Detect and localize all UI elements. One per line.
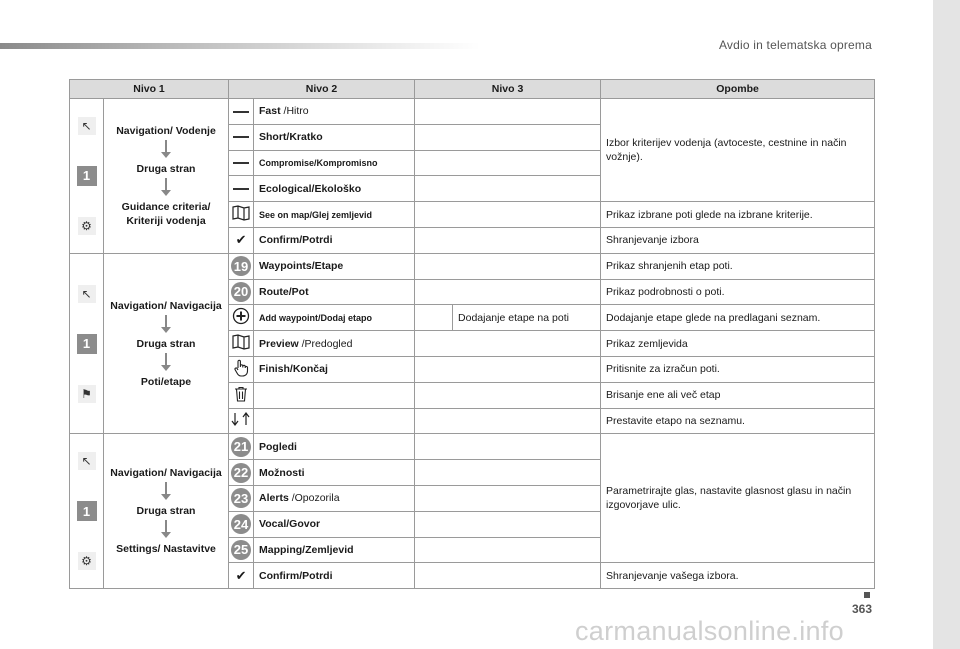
level1-step: Druga stran	[136, 505, 196, 518]
down-arrow-icon	[165, 520, 167, 534]
level3-cell	[415, 434, 601, 460]
level1-icons-cell	[70, 99, 104, 254]
flag-icon: ⚑	[78, 385, 96, 403]
navigation-icon: ↖	[78, 285, 96, 303]
hand-icon	[229, 356, 254, 382]
note-cell: Prestavite etapo na seznamu.	[601, 408, 875, 434]
level3-cell	[415, 356, 601, 382]
down-arrow-icon	[165, 140, 167, 154]
step-badge: 1	[77, 501, 97, 521]
check-icon: ✔	[229, 563, 254, 589]
level2-label-cell	[254, 176, 415, 202]
level2-label-cell	[254, 202, 415, 228]
number-badge: 22	[231, 463, 251, 483]
step-badge: 1	[77, 334, 97, 354]
watermark: carmanualsonline.info	[575, 616, 844, 646]
reorder-icon	[229, 408, 254, 434]
level2-label: Mapping/Zemljevid	[259, 543, 354, 556]
level2-label: Vocal/Govor	[259, 518, 321, 531]
number-badge: 20	[231, 282, 251, 302]
numbered-badge	[229, 434, 254, 460]
col-header-nivo3: Nivo 3	[415, 80, 601, 99]
table-row	[70, 434, 875, 460]
level1-step: Druga stran	[136, 337, 196, 350]
note-cell: Pritisnite za izračun poti.	[601, 356, 875, 382]
side-strip	[933, 0, 960, 649]
level3-cell	[415, 511, 601, 537]
col-header-opombe: Opombe	[601, 80, 875, 99]
dash-icon	[229, 124, 254, 150]
level2-label: Fast /Hitro	[259, 105, 309, 118]
settings-icon: ⚙	[78, 552, 96, 570]
page-header-title: Avdio in telematska oprema	[718, 38, 872, 52]
level2-label: Finish/Končaj	[259, 363, 328, 376]
check-icon: ✔	[229, 227, 254, 253]
level2-label-cell	[254, 279, 415, 305]
level3-cell	[415, 227, 601, 253]
level2-label: Route/Pot	[259, 285, 309, 298]
level1-step: Guidance criteria/ Kriteriji vodenja	[121, 200, 211, 227]
trash-icon	[229, 382, 254, 408]
level2-label: Ecological/Ekološko	[259, 182, 362, 195]
level2-label-cell	[254, 511, 415, 537]
step-badge: 1	[77, 166, 97, 186]
dash-icon	[229, 150, 254, 176]
level3-cell	[415, 382, 601, 408]
level3-cell	[415, 563, 601, 589]
level3-cell	[415, 150, 601, 176]
level2-label: Confirm/Potrdi	[259, 569, 333, 582]
level2-label-cell	[254, 460, 415, 486]
level2-label-cell	[254, 331, 415, 357]
level2-label: Možnosti	[259, 466, 305, 479]
note-cell: Prikaz shranjenih etap poti.	[601, 253, 875, 279]
header-gradient-bar	[0, 43, 480, 49]
note-cell: Prikaz izbrane poti glede na izbrane kriterije.	[601, 202, 875, 228]
level2-label-cell	[254, 485, 415, 511]
page-number: 363	[851, 602, 872, 616]
level2-label-cell	[254, 356, 415, 382]
level2-label-cell	[254, 99, 415, 125]
level3-cell	[415, 124, 601, 150]
page-marker	[864, 592, 870, 598]
dash-icon	[229, 176, 254, 202]
level2-label-cell	[254, 537, 415, 563]
level1-step: Druga stran	[136, 162, 196, 175]
level3-spacer	[415, 305, 453, 331]
note-cell: Shranjevanje izbora	[601, 227, 875, 253]
level1-step: Navigation/ Navigacija	[110, 299, 222, 312]
level2-label-cell	[254, 563, 415, 589]
level1-icons-cell	[70, 434, 104, 589]
down-arrow-icon	[165, 353, 167, 367]
note-cell: Prikaz podrobnosti o poti.	[601, 279, 875, 305]
level2-label-cell	[254, 408, 415, 434]
level2-label: Compromise/Kompromisno	[259, 157, 378, 168]
numbered-badge	[229, 537, 254, 563]
numbered-badge	[229, 511, 254, 537]
note-cell: Shranjevanje vašega izbora.	[601, 563, 875, 589]
number-badge: 24	[231, 514, 251, 534]
down-arrow-icon	[165, 482, 167, 496]
level3-cell	[415, 408, 601, 434]
table-row	[70, 253, 875, 279]
note-cell: Brisanje ene ali več etap	[601, 382, 875, 408]
level3-cell	[415, 537, 601, 563]
level1-icons-cell	[70, 253, 104, 434]
level3-cell	[415, 460, 601, 486]
level1-path-cell	[104, 253, 229, 434]
level2-label-cell	[254, 305, 415, 331]
level3-cell	[415, 99, 601, 125]
numbered-badge	[229, 460, 254, 486]
level2-label: Confirm/Potrdi	[259, 234, 333, 247]
level2-label-cell	[254, 227, 415, 253]
level1-step: Settings/ Nastavitve	[116, 543, 216, 556]
dash-icon	[229, 99, 254, 125]
level2-label: Preview /Predogled	[259, 337, 353, 350]
level2-label-cell	[254, 382, 415, 408]
note-cell: Izbor kriterijev vodenja (avtoceste, cestnine in način vožnje).	[601, 99, 875, 202]
level2-label: Alerts /Opozorila	[259, 492, 340, 505]
level1-step: Navigation/ Navigacija	[110, 467, 222, 480]
level1-path-cell	[104, 434, 229, 589]
level2-label: Pogledi	[259, 440, 297, 453]
level2-label-cell	[254, 253, 415, 279]
note-cell: Prikaz zemljevida	[601, 331, 875, 357]
level2-label: See on map/Glej zemljevid	[259, 209, 373, 220]
numbered-badge	[229, 253, 254, 279]
level3-cell	[415, 485, 601, 511]
navigation-icon: ↖	[78, 452, 96, 470]
down-arrow-icon	[165, 315, 167, 329]
numbered-badge	[229, 279, 254, 305]
level2-label-cell	[254, 124, 415, 150]
level3-cell	[415, 331, 601, 357]
level2-label-cell	[254, 150, 415, 176]
down-arrow-icon	[165, 178, 167, 192]
level2-label: Waypoints/Etape	[259, 260, 344, 273]
level2-label-cell	[254, 434, 415, 460]
col-header-nivo2: Nivo 2	[229, 80, 415, 99]
note-cell: Parametrirajte glas, nastavite glasnost glasu in način izgovorjave ulic.	[601, 434, 875, 563]
menu-table	[69, 79, 875, 589]
level1-step: Navigation/ Vodenje	[116, 124, 216, 137]
level3-cell	[415, 279, 601, 305]
level3-cell	[415, 202, 601, 228]
level1-step: Poti/etape	[140, 375, 192, 388]
level3-text: Dodajanje etape na poti	[453, 305, 601, 331]
map-icon	[229, 202, 254, 228]
level1-path-cell	[104, 99, 229, 254]
level2-label: Short/Kratko	[259, 131, 323, 144]
level3-cell	[415, 253, 601, 279]
navigation-icon: ↖	[78, 117, 96, 135]
map-icon	[229, 331, 254, 357]
table-row	[70, 99, 875, 125]
add-icon	[229, 305, 254, 331]
note-cell: Dodajanje etape glede na predlagani seznam.	[601, 305, 875, 331]
number-badge: 25	[231, 540, 251, 560]
number-badge: 19	[231, 256, 251, 276]
level3-cell	[415, 176, 601, 202]
number-badge: 21	[231, 437, 251, 457]
col-header-nivo1: Nivo 1	[70, 80, 229, 99]
settings-icon: ⚙	[78, 217, 96, 235]
numbered-badge	[229, 485, 254, 511]
number-badge: 23	[231, 488, 251, 508]
level2-label: Add waypoint/Dodaj etapo	[259, 312, 373, 323]
table-header-row	[70, 80, 875, 99]
